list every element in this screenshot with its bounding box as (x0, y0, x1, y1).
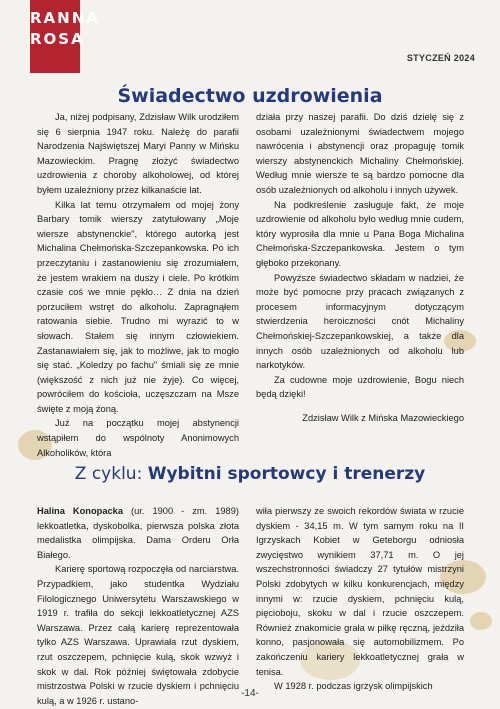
paragraph: Kilka lat temu otrzymałem od mojej żony Barbary tomik wierszy zatytułowany „Moje wiersze abstynenckie", którego autorką jest Michalina Chełmońska-Szczepankowska. Po ich przeczytaniu i zastanowieniu się zrozumiałem, że jestem wrakiem na duszy i ciele. Po krótkim czasie coś we mnie pękło… Z dnia na dzień porzuciłem wstręt do alkoholu. Zapragnąłem ratowania siebie. Trudno mi wyrazić to w słowach. Stałem się innym człowiekiem. Zastanawiałem się, jak to możliwe, jak to mogło się stać. „Koledzy po fachu" śmiali się ze mnie (większość z nich już nie żyje). Co więcej, powróciłem do kościoła, uczęszczam na Msze święte z moją żoną. (37, 199, 239, 414)
article1-column-right (256, 110, 464, 425)
magazine-logo (30, 0, 100, 73)
logo-line1: RANNA (30, 9, 100, 27)
athlete-name: Halina Konopacka (37, 506, 124, 516)
paragraph: Za cudowne moje uzdrowienie, Bogu niech będą dzięki! (256, 374, 464, 400)
paragraph: Powyższe świadectwo składam w nadziei, że może być pomocne przy pracach związanych z procesem informacyjnym dotyczącym stwierdzenia heroiczności cnót Michaliny Chełmońskiej-Szczepankowskiej, a także dla innych osób uzależnionych od alkoholu lub narkotyków. (256, 272, 464, 371)
article2-column-left (37, 504, 239, 708)
paragraph: Karierę sportową rozpoczęła od narciarstwa. Przypadkiem, jako studentka Wydziału Filologicznego Uniwersytetu Warszawskiego w 1919 r. trafiła do sekcji lekkoatletycznej AZS Warszawa. Przez całą karierę reprezentowała tylko AZS Warszawa. Uprawiała rzut dyskiem, rzut oszczepem, pchnięcie kulą, skok wzwyż i skok w dal. Rok później świętowała zdobycie mistrzostwa Polski w rzucie dyskiem i pchnięciu kulą, a w 1926 r. ustano- (37, 564, 239, 706)
page-number: -14- (241, 688, 259, 699)
logo-line2: ROSA (30, 30, 85, 48)
article2-title-prefix: Z cyklu: (74, 464, 148, 484)
article1-title: Świadectwo uzdrowienia (117, 85, 383, 107)
article2-column-right (256, 504, 464, 694)
gold-splash-decoration (470, 612, 492, 630)
issue-date: STYCZEŃ 2024 (406, 53, 475, 63)
paragraph: działa przy naszej parafii. Do dziś dzielę się z osobami uzależnionymi świadectwem mojego nawrócenia i abstynencji oraz propaguję tomik wierszy abstynenckich Michaliny Chełmońskiej. Według mnie wiersze te są bardzo pomocne dla osób uzależnionych od alkoholu i innych używek. (256, 112, 464, 195)
paragraph: W 1928 r. podczas igrzysk olimpijskich (274, 681, 433, 692)
article1-signature: Zdzisław Wilk z Mińska Mazowieckiego (302, 412, 464, 423)
paragraph: Już na początku mojej abstynencji wstąpiłem do wspólnoty Anonimowych Alkoholików, która (37, 418, 239, 458)
article2-title-main: Wybitni sportowcy i trenerzy (147, 464, 426, 484)
paragraph (37, 504, 239, 562)
paragraph: Na podkreślenie zasługuje fakt, że moje uzdrowienie od alkoholu było według mnie cudem, który wyprosiła dla mnie u Pana Boga Michalina Chełmońska-Szczepankowska. Jestem o tym głęboko przekonany. (256, 199, 464, 268)
paragraph: Ja, niżej podpisany, Zdzisław Wilk urodziłem się 6 sierpnia 1947 roku. Należę do parafii Narodzenia Najświętszej Maryi Panny w Mińsku Mazowieckim. Pragnę złożyć świadectwo uzdrowienia z choroby alkoholowej, od której byłem uzależniony przez kilkanaście lat. (37, 112, 239, 195)
article1-column-left (37, 110, 239, 460)
paragraph-text: (ur. 1900 - zm. 1989) lekkoatletka, dyskobolka, pierwsza polska złota medalistka olimpijska. Dama Orderu Orła Białego. (37, 506, 239, 560)
paragraph: wiła pierwszy ze swoich rekordów świata w rzucie dyskiem - 34,15 m. W tym samym roku na II Igrzyskach Kobiet w Geteborgu odniosła zwycięstwo wynikiem 37,71 m. O jej wszechstronności świadczy 27 tytułów mistrzyni Polski zdobytych w kilku konkurencjach, między innymi w: rzucie dyskiem, pchnięciu kulą, pięcioboju, skoku w dal i rzucie oszczepem. Również znakomicie grała w piłkę ręczną, jeździła konno, pasjonowała się automobilizmem. Po zakończeniu kariery lekkoatletycznej grała w tenisa. (256, 506, 464, 677)
article2-title (0, 464, 500, 484)
